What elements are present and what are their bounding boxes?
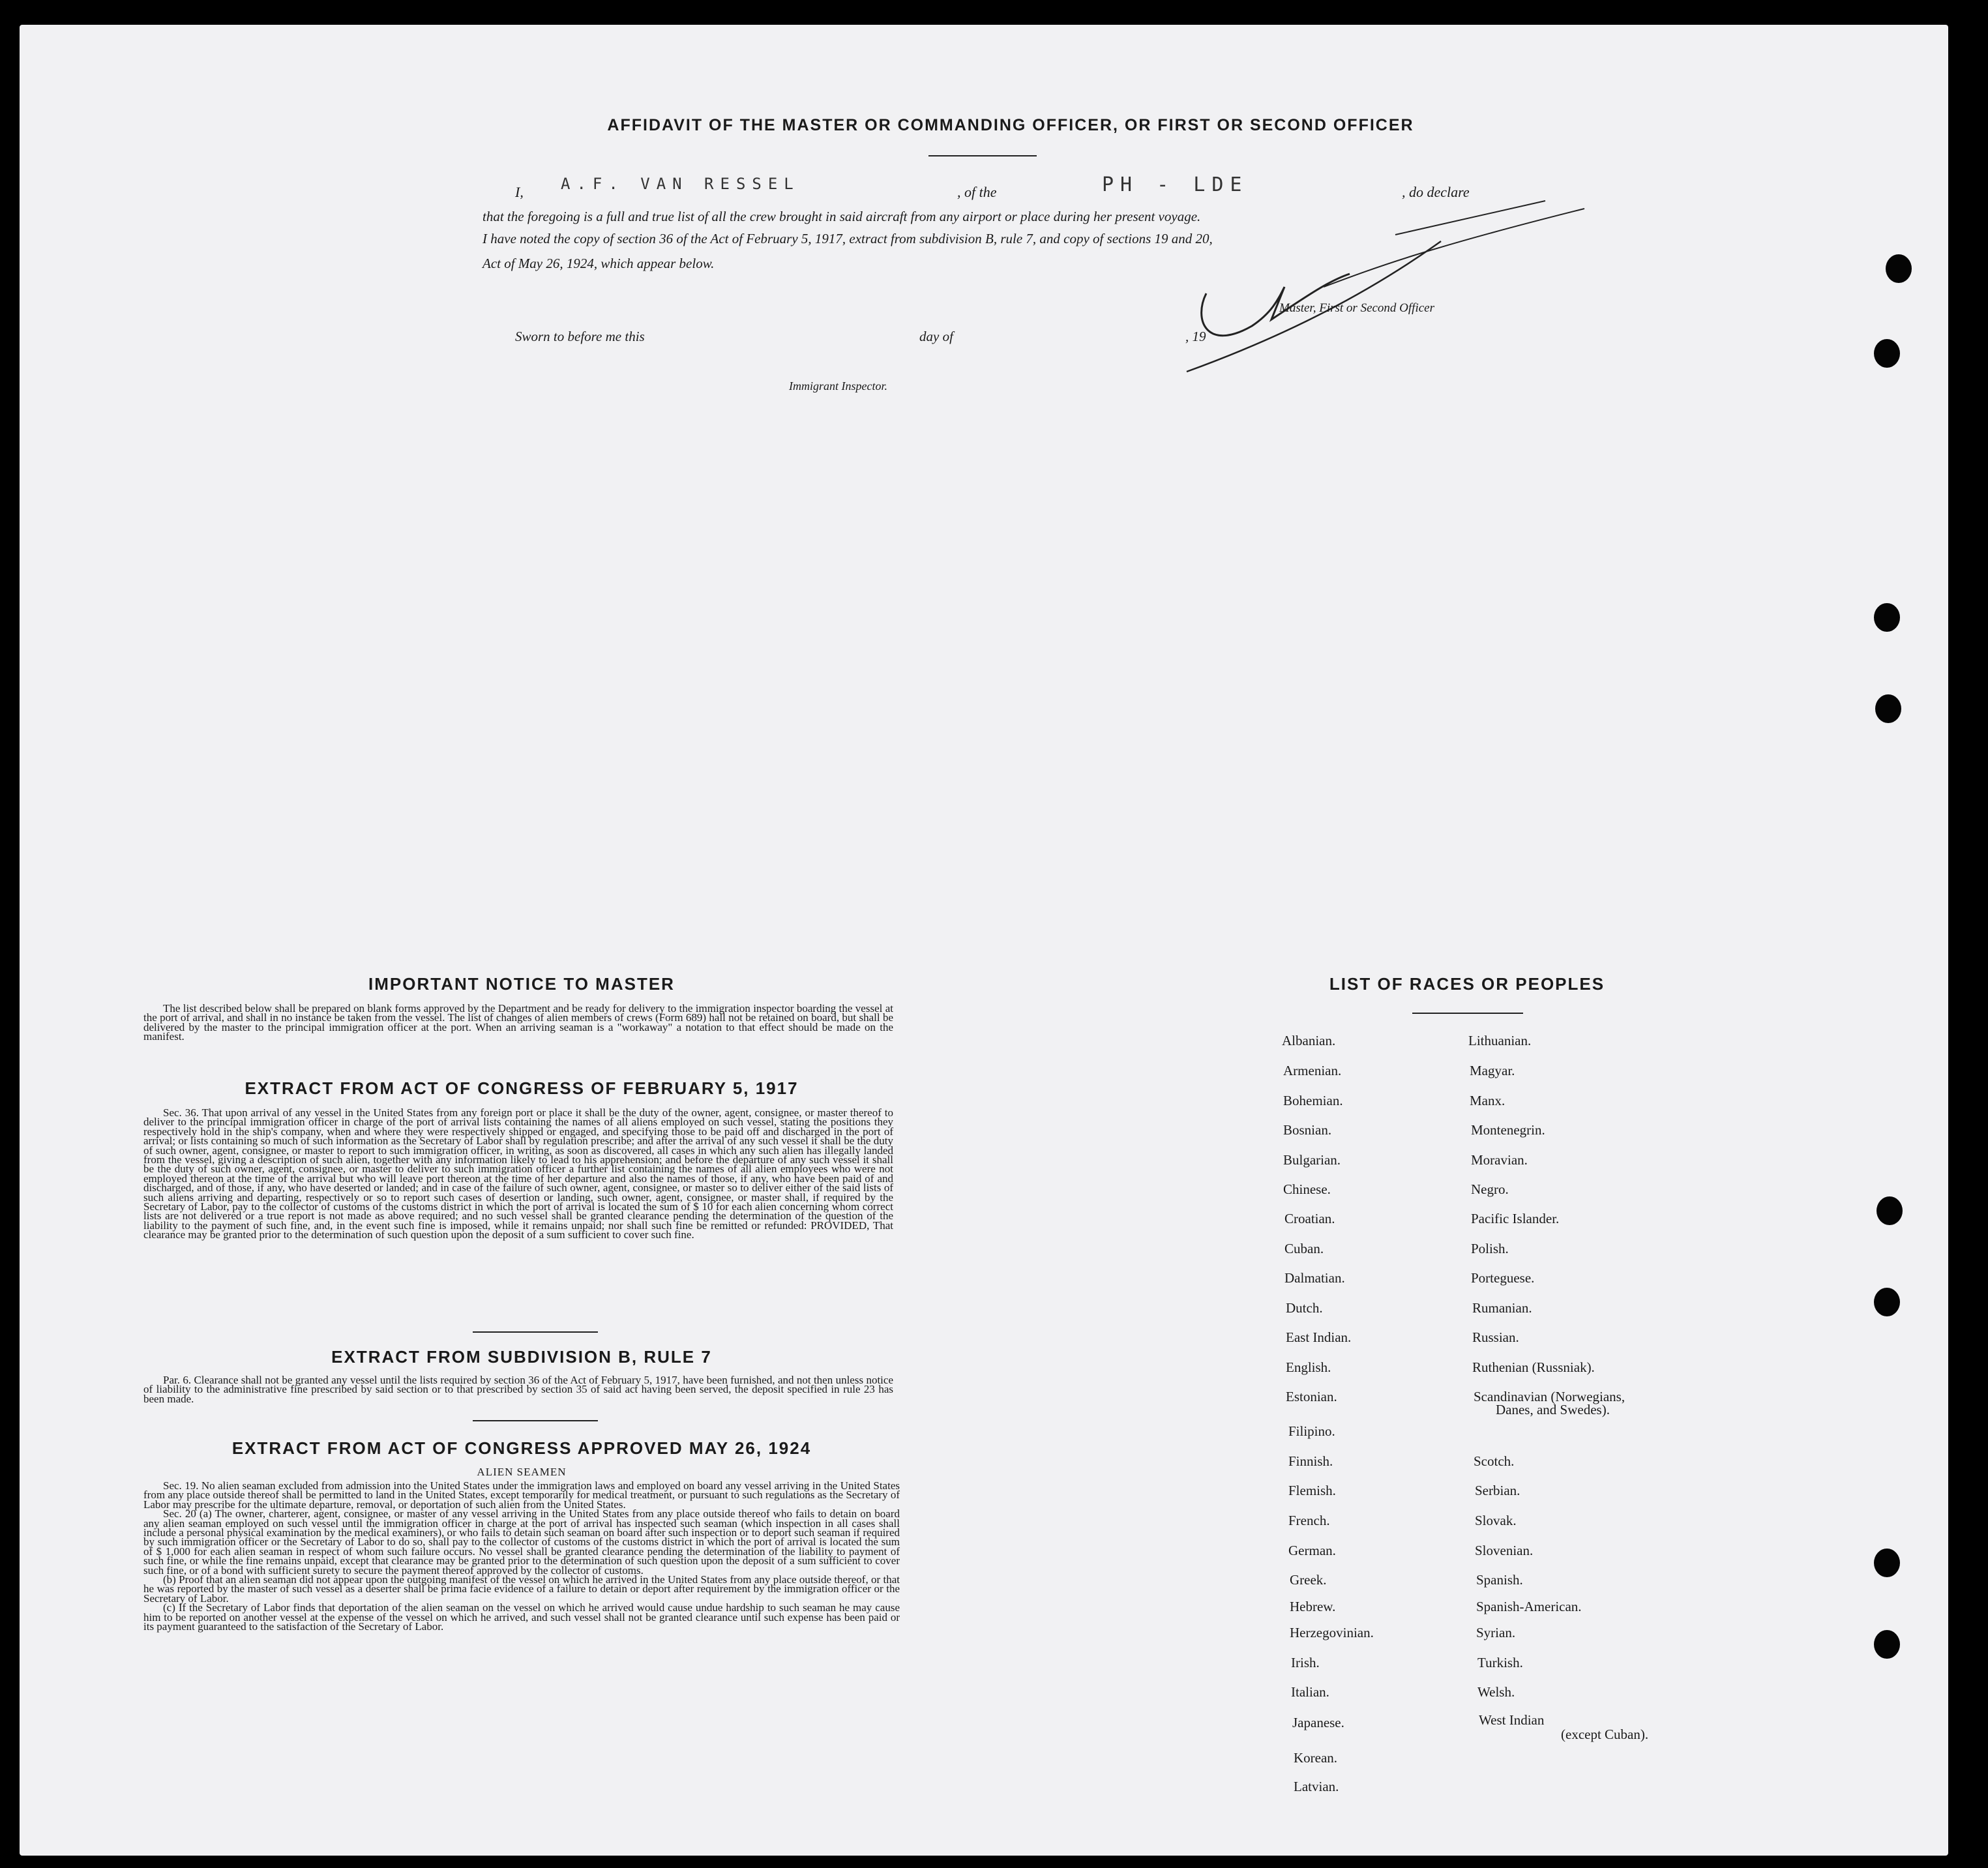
race-item: Bulgarian. xyxy=(1283,1152,1341,1168)
notice-text xyxy=(143,1004,893,1042)
race-item: Montenegrin. xyxy=(1471,1122,1545,1138)
affidavit-line-1: that the foregoing is a full and true list of all the crew brought in said aircraft from any airport or place during her present voyage. xyxy=(482,209,1201,224)
aircraft-handwritten: PH - LDE xyxy=(1102,173,1249,196)
race-item: Welsh. xyxy=(1477,1684,1515,1700)
race-item: Scandinavian (Norwegians, xyxy=(1474,1389,1625,1404)
rule7-text xyxy=(143,1376,893,1404)
race-item: Bohemian. xyxy=(1283,1093,1343,1108)
race-item: Estonian. xyxy=(1286,1389,1337,1404)
race-item: Serbian. xyxy=(1475,1483,1521,1498)
binder-hole xyxy=(1874,339,1900,368)
race-item: Greek. xyxy=(1290,1572,1327,1588)
affidavit-line-3: Act of May 26, 1924, which appear below. xyxy=(482,256,715,271)
race-item: Finnish. xyxy=(1288,1453,1333,1469)
race-item: West Indian xyxy=(1479,1712,1545,1728)
race-item: Manx. xyxy=(1470,1093,1506,1108)
extract-1917-title: EXTRACT FROM ACT OF CONGRESS OF FEBRUARY 5, 1917 xyxy=(245,1078,799,1098)
affidavit-i: I, xyxy=(515,184,524,200)
affidavit-title: AFFIDAVIT OF THE MASTER OR COMMANDING OFFICER, OR FIRST OR SECOND OFFICER xyxy=(607,116,1414,134)
affidavit-line-2: I have noted the copy of section 36 of the Act of February 5, 1917, extract from subdivision B, rule 7, and copy of sections 19 and 20, xyxy=(482,231,1213,246)
extract-1924-text xyxy=(143,1481,900,1632)
race-item: Russian. xyxy=(1472,1329,1519,1345)
signature-caption: Master, First or Second Officer xyxy=(1279,301,1435,315)
race-item: Irish. xyxy=(1291,1655,1320,1670)
binder-hole xyxy=(1874,1288,1900,1316)
divider xyxy=(473,1420,598,1421)
race-item: Negro. xyxy=(1471,1181,1509,1197)
race-item: Flemish. xyxy=(1288,1483,1336,1498)
race-item: Bosnian. xyxy=(1283,1122,1332,1138)
race-item: Magyar. xyxy=(1470,1063,1515,1078)
race-item: German. xyxy=(1288,1543,1336,1558)
day-of-text: day of xyxy=(919,329,953,344)
master-name-handwritten: A.F. VAN RESSEL xyxy=(561,175,800,193)
year-text: , 19 xyxy=(1185,329,1206,344)
race-item: Spanish-American. xyxy=(1476,1599,1582,1614)
races-title: LIST OF RACES OR PEOPLES xyxy=(1329,974,1605,994)
extract-1917-paragraph: Sec. 36. That upon arrival of any vessel in the United States from any foreign port or place it shall be the duty of the owner, agent, consignee, or master thereof to deliver to the principal immigration officer in charge of the port of arrival lists containing the names of all aliens employed on such vessel, stating the positions they respectively hold in the ship's company, when and where they were respectively shipped or engaged, and specifying those to be paid off and discharged in the port of arrival; or lists containing so much of such information as the Secretary of Labor shall by regulation prescribe; and after the arrival of any such vessel it shall be the duty of such owner, agent, consignee, or master to report to such immigration officer, in writing, as soon as discovered, all cases in which any such alien has illegally landed from the vessel, giving a description of such alien, together with any information likely to lead to his apprehension; and before the departure of any such vessel it shall be the duty of such owner, agent, consignee, or master to deliver to such immigration officer a further list containing the names of all alien employees who were not employed thereon at the time of the arrival but who will leave port thereon at the time of her departure and also the names of those, if any, who have been paid of and discharged, and of those, if any, who have deserted or landed; and in case of the failure of such owner, agent, consignee, or master so to deliver either of the said lists of such aliens arriving and departing, respectively or so to report such cases of desertion or landing, such owner, agent, consignee, or master shall, if required by the Secretary of Labor, pay to the collector of customs of the customs district in which the port of arrival is located the sum of $ 10 for each alien concerning whom correct lists are not delivered or a true report is not made as above required; and no such vessel shall be granted clearance pending the determination of the question of the liability to the payment of such fine, and, in the event such fine is imposed, while it remains unpaid; nor shall such fine be remitted or refunded: PROVIDED, That clearance may be granted prior to the determination of such question upon the deposit of a sum sufficient to cover such fine. xyxy=(143,1106,893,1241)
binder-hole xyxy=(1874,603,1900,632)
sec-20b-paragraph: (b) Proof that an alien seaman did not appear upon the outgoing manifest of the vessel on which he arrived in the United States from any place outside thereof, or that he was reported by the master of such vessel as a deserter shall be prima facie evidence of a failure to detain or deport after requirement by the immigration officer or the Secretary of Labor. xyxy=(143,1573,900,1605)
race-item: Danes, and Swedes). xyxy=(1496,1402,1610,1417)
race-item: Croatian. xyxy=(1284,1211,1335,1226)
inspector-caption: Immigrant Inspector. xyxy=(789,379,887,393)
race-item: Polish. xyxy=(1471,1241,1509,1256)
race-item: Dutch. xyxy=(1286,1300,1323,1316)
race-item: English. xyxy=(1286,1359,1331,1375)
rule7-title: EXTRACT FROM SUBDIVISION B, RULE 7 xyxy=(331,1347,712,1367)
race-item: Hebrew. xyxy=(1290,1599,1336,1614)
affidavit-of-the: , of the xyxy=(957,184,997,200)
rule7-paragraph: Par. 6. Clearance shall not be granted any vessel until the lists required by section 36 of the Act of February 5, 1917, have been furnished, and not then unless notice of liability to the administrative fine prescribed by said section or to that prescribed by section 35 of said act having been served, the deposit specified in rule 23 has been made. xyxy=(143,1374,893,1405)
extract-1924-subtitle: ALIEN SEAMEN xyxy=(477,1466,567,1478)
race-item: Ruthenian (Russniak). xyxy=(1472,1359,1595,1375)
divider xyxy=(473,1331,598,1333)
race-item: Armenian. xyxy=(1283,1063,1342,1078)
race-item: Chinese. xyxy=(1283,1181,1331,1197)
binder-hole xyxy=(1874,1630,1900,1659)
binder-hole xyxy=(1886,254,1912,283)
race-item: (except Cuban). xyxy=(1561,1727,1649,1742)
race-item: Slovenian. xyxy=(1475,1543,1534,1558)
race-item: Dalmatian. xyxy=(1284,1270,1345,1286)
binder-hole xyxy=(1874,1549,1900,1577)
race-item: Rumanian. xyxy=(1472,1300,1532,1316)
race-item: Scotch. xyxy=(1474,1453,1515,1469)
race-item: Cuban. xyxy=(1284,1241,1324,1256)
race-item: Latvian. xyxy=(1294,1779,1339,1794)
race-item: Lithuanian. xyxy=(1468,1033,1532,1048)
race-item: Pacific Islander. xyxy=(1471,1211,1560,1226)
race-item: Turkish. xyxy=(1477,1655,1523,1670)
divider xyxy=(928,155,1037,156)
race-item: Albanian. xyxy=(1282,1033,1336,1048)
race-item: Slovak. xyxy=(1475,1513,1517,1528)
race-item: Porteguese. xyxy=(1471,1270,1535,1286)
race-item: Japanese. xyxy=(1292,1715,1344,1730)
race-item: East Indian. xyxy=(1286,1329,1352,1345)
sworn-text: Sworn to before me this xyxy=(515,329,645,344)
sec-20c-paragraph: (c) If the Secretary of Labor finds that deportation of the alien seaman on the vessel on which he arrived would cause undue hardship to such seaman he may cause him to be reported on another vessel at the expense of the vessel on which he arrived, and such vessel shall not be granted clearance until such expense has been paid or its payment guaranteed to the satisfaction of the Secretary of Labor. xyxy=(143,1601,900,1633)
notice-title: IMPORTANT NOTICE TO MASTER xyxy=(368,974,675,994)
extract-1917-text xyxy=(143,1108,893,1240)
affidavit-declare: , do declare xyxy=(1402,184,1470,200)
race-item: Italian. xyxy=(1291,1684,1329,1700)
binder-hole xyxy=(1877,1196,1903,1225)
race-item: French. xyxy=(1288,1513,1330,1528)
sec-20a-paragraph: Sec. 20 (a) The owner, charterer, agent, consignee, or master of any vessel arriving in the United States from any place outside thereof who fails to detain on board any alien seaman employed on such vessel until the immigration officer in charge at the port of arrival has inspected such seaman (which inspection in all cases shall include a personal physical examination by the medical examiners), or who fails to detain such seaman on board after such inspection or to deport such seaman if required by such immigration officer or the Secretary of Labor to do so, shall pay to the collector of customs of the customs district in which the port of arrival is located the sum of $ 1,000 for each alien seaman in respect of whom such failure occurs. No vessel shall be granted clearance pending the determination of the liability to payment of such fine, or while the fine remains unpaid, except that clearance may be granted prior to the determination of such question upon the deposit of a sum sufficient to cover such fine, or of a bond with sufficient surety to secure the payment thereof approved by the collector of customs. xyxy=(143,1507,900,1577)
divider xyxy=(1412,1013,1523,1014)
race-item: Filipino. xyxy=(1288,1423,1335,1439)
race-item: Spanish. xyxy=(1476,1572,1523,1588)
sec-19-paragraph: Sec. 19. No alien seaman excluded from admission into the United States under the immigration laws and employed on board any vessel arriving in the United States from any place outside thereof shall be permitted to land in the United States, except temporarily for medical treatment, or pursuant to such regulations as the Secretary of Labor may prescribe for the ultimate departure, removal, or deportation of such alien from the United States. xyxy=(143,1479,900,1511)
race-item: Moravian. xyxy=(1471,1152,1528,1168)
race-item: Syrian. xyxy=(1476,1625,1516,1640)
notice-paragraph: The list described below shall be prepared on blank forms approved by the Department and be ready for delivery to the immigration inspector boarding the vessel at the port of arrival, and shall in no instance be taken from the vessel. The list of changes of alien members of crews (Form 689) hall not be retained on board, but shall be delivered by the master to the principal immigration officer at the port. When an arriving seaman is a "workaway" a notation to that effect should be made on the manifest. xyxy=(143,1002,893,1043)
extract-1924-title: EXTRACT FROM ACT OF CONGRESS APPROVED MAY 26, 1924 xyxy=(231,1438,812,1458)
race-item: Herzegovinian. xyxy=(1290,1625,1374,1640)
binder-hole xyxy=(1875,694,1901,723)
signature xyxy=(1180,196,1597,385)
race-item: Korean. xyxy=(1294,1750,1338,1766)
